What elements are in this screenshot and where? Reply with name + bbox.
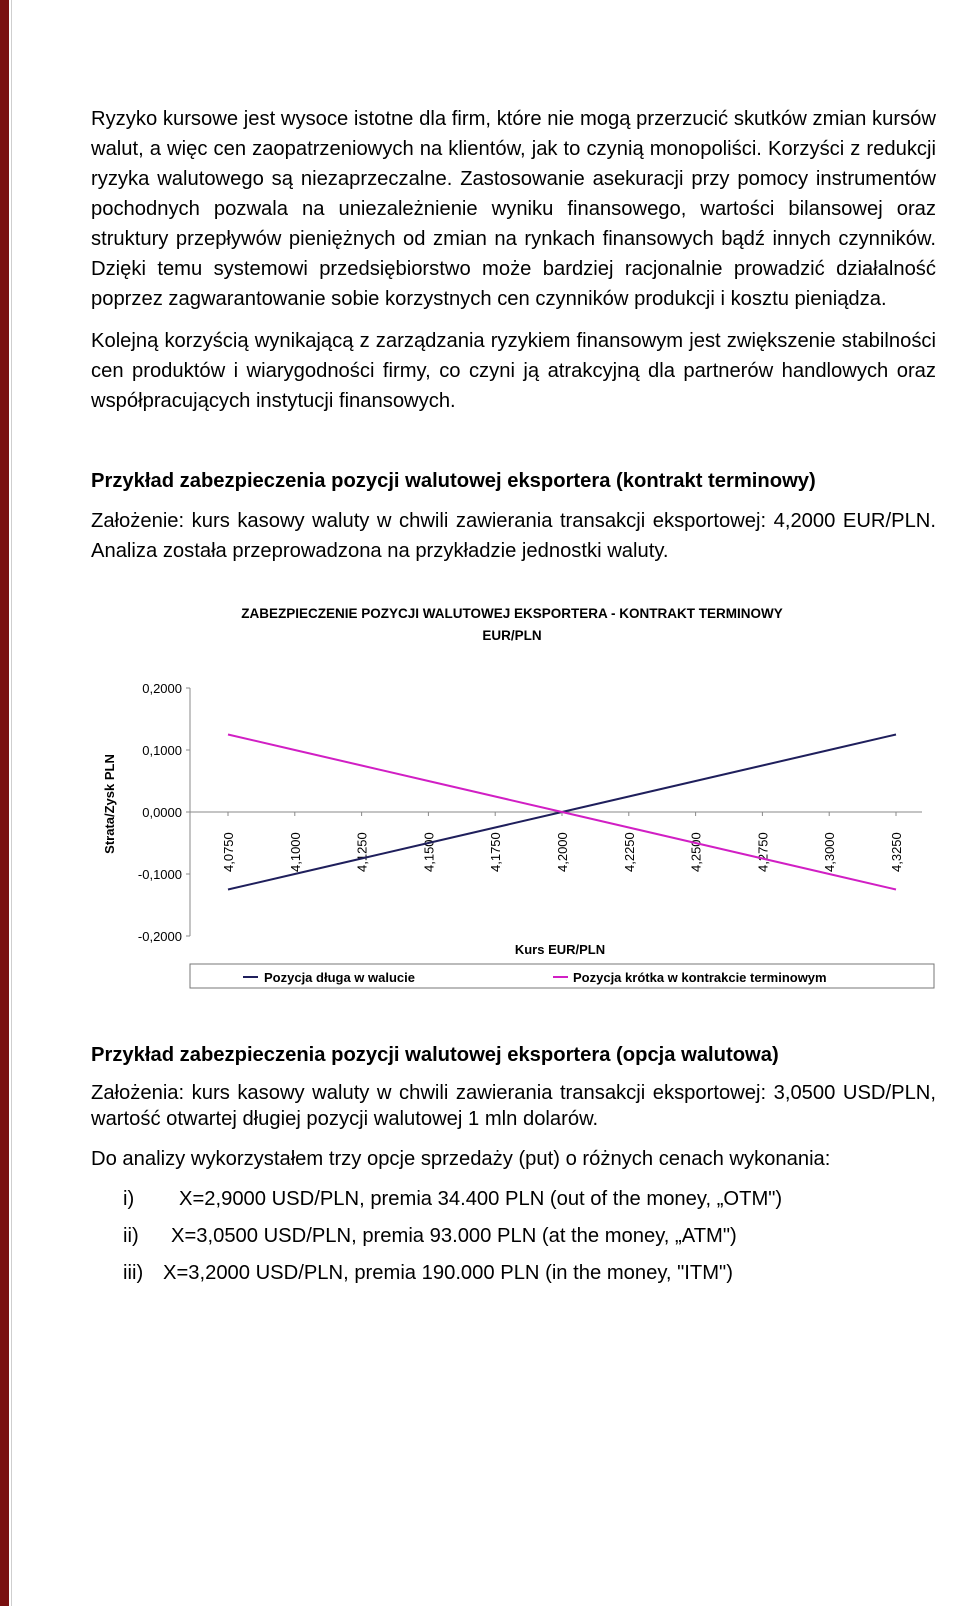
x-tick-label: 4,0750 xyxy=(221,832,236,872)
section1-heading: Przykład zabezpieczenia pozycji walutowej eksportera (kontrakt terminowy) xyxy=(91,470,816,492)
section2-assumption: Założenia: kurs kasowy waluty w chwili zawierania transakcji eksportowej: 3,0500 USD/PLN, wartość otwartej długiej pozycji walutowej 1 mln dolarów. xyxy=(91,1082,936,1130)
put-options-list xyxy=(91,1180,936,1291)
x-tick-label: 4,2250 xyxy=(621,832,637,872)
y-axis-label: Strata/Zysk PLN xyxy=(102,754,117,854)
y-tick-label: 0,0000 xyxy=(142,805,182,820)
list-item xyxy=(91,1217,936,1254)
list-item-text: X=3,2000 USD/PLN, premia 190.000 PLN (in the money, "ITM") xyxy=(163,1261,733,1284)
x-tick-label: 4,2000 xyxy=(555,832,570,872)
section1-assumption: Założenie: kurs kasowy waluty w chwili zawierania transakcji eksportowej: 4,2000 EUR/PLN. Analiza została przeprowadzona na przykładzie jednostki waluty. xyxy=(91,510,936,562)
list-item-number: i) xyxy=(123,1187,135,1210)
chart-title: ZABEZPIECZENIE POZYCJI WALUTOWEJ EKSPORTERA - KONTRAKT TERMINOWY xyxy=(241,606,783,621)
forward-contract-chart xyxy=(91,594,936,994)
x-axis-label: Kurs EUR/PLN xyxy=(514,942,606,957)
x-tick-label: 4,3250 xyxy=(889,832,904,872)
paragraph-financial-risk-benefit: Kolejną korzyścią wynikającą z zarządzania ryzykiem finansowym jest zwiększenie stabilności cen produktów i wiarygodności firmy, co czyni ją atrakcyjną dla partnerów handlowych oraz współpracujących instytucji finansowych. xyxy=(91,330,936,412)
y-tick-label: 0,2000 xyxy=(142,681,182,696)
legend-label-short: Pozycja krótka w kontrakcie terminowym xyxy=(573,970,827,985)
section2-heading: Przykład zabezpieczenia pozycji walutowej eksportera (opcja walutowa) xyxy=(91,1044,779,1066)
chart-svg xyxy=(0,594,960,994)
paragraph-currency-risk: Ryzyko kursowe jest wysoce istotne dla firm, które nie mogą przerzucić skutków zmian kursów walut, a więc cen zaopatrzeniowych na klientów, jak to czynią monopoliści. Korzyści z redukcji ryzyka walutowego są niezaprzeczalne. Zastosowanie asekuracji przy pomocy instrumentów pochodnych pozwala na uniezależnienie wyniku finansowego, wartości bilansowej oraz struktury przepływów pieniężnych od zmian na rynkach finansowych bądź innych czynników. Dzięki temu systemowi przedsiębiorstwo może bardziej racjonalnie prowadzić działalność poprzez zagwarantowanie sobie korzystnych cen czynników produkcji i kosztu pieniądza. xyxy=(91,108,936,310)
section2-intro: Do analizy wykorzystałem trzy opcje sprzedaży (put) o różnych cenach wykonania: xyxy=(91,1148,831,1170)
y-tick-label: 0,1000 xyxy=(142,743,182,758)
list-item xyxy=(91,1180,936,1217)
x-tick-label: 4,1500 xyxy=(421,832,437,872)
list-item xyxy=(91,1254,936,1291)
list-item-text: X=3,0500 USD/PLN, premia 93.000 PLN (at the money, „ATM") xyxy=(171,1224,737,1247)
list-item-number: ii) xyxy=(123,1224,139,1247)
x-tick-label: 4,1750 xyxy=(488,832,504,872)
x-tick-label: 4,2750 xyxy=(755,832,771,872)
list-item-text: X=2,9000 USD/PLN, premia 34.400 PLN (out of the money, „OTM") xyxy=(179,1187,783,1210)
legend-label-long: Pozycja długa w walucie xyxy=(264,970,415,985)
x-tick-label: 4,1000 xyxy=(287,832,303,872)
list-item-number: iii) xyxy=(123,1261,144,1284)
x-tick-label: 4,1250 xyxy=(354,832,370,872)
x-tick-label: 4,3000 xyxy=(822,832,838,872)
y-tick-label: -0,1000 xyxy=(137,867,182,882)
document-body xyxy=(91,104,936,1291)
x-tick-label: 4,2500 xyxy=(688,832,704,872)
y-tick-label: -0,2000 xyxy=(137,929,182,944)
chart-subtitle: EUR/PLN xyxy=(482,628,542,643)
